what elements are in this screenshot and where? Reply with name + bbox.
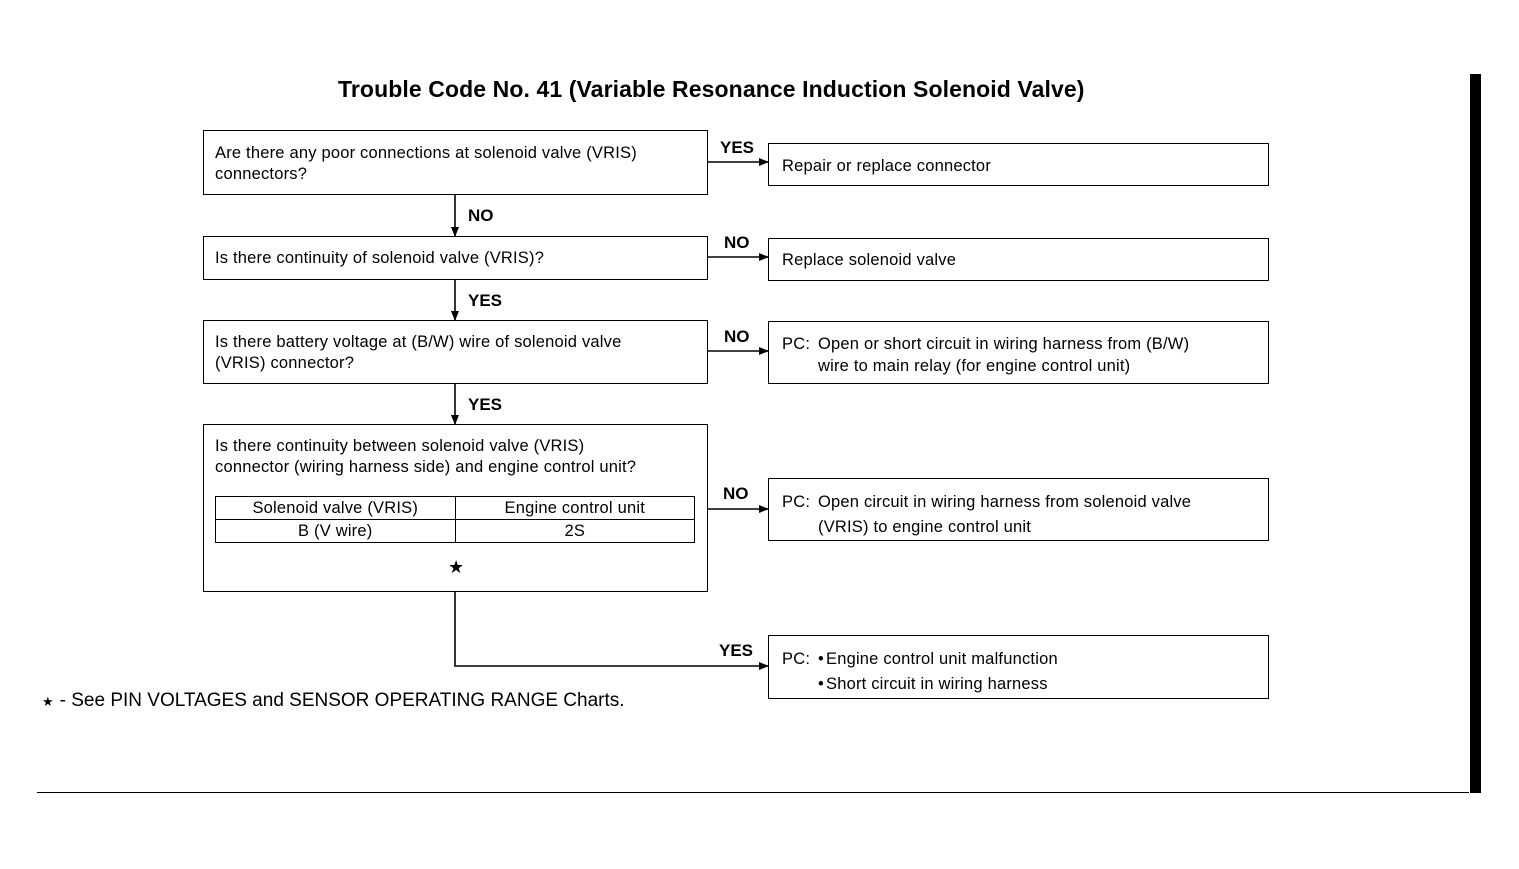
final-label: YES [719,641,754,660]
next-label-3: YES [468,395,503,414]
result-5-item-2: • Short circuit in wiring harness [818,672,1058,697]
result-3-line-1: Open or short circuit in wiring harness from (B/W) [818,335,1190,353]
page-title: Trouble Code No. 41 (Variable Resonance Induction Solenoid Valve) [338,76,1085,102]
question-1-line-2: connectors? [215,165,308,183]
question-3-line-2: (VRIS) connector? [215,354,355,372]
pin-table [215,496,695,543]
result-1-text: Repair or replace connector [782,157,992,175]
result-3-prefix: PC: [782,335,811,353]
result-4-prefix: PC: [782,493,811,511]
pin-table-cell-1: B (V wire) [216,520,456,543]
branch-label-4: NO [723,484,749,503]
star-note-mark: ★ [448,557,465,577]
result-3-text [782,333,1189,377]
question-3-line-1: Is there battery voltage at (B/W) wire of solenoid valve [215,333,622,351]
result-5-item-1: • Engine control unit malfunction [818,647,1058,672]
result-5-text [782,647,1058,697]
question-1-line-1: Are there any poor connections at solenoid valve (VRIS) [215,144,637,162]
footnote [42,690,625,712]
result-4-line-2: (VRIS) to engine control unit [818,518,1032,536]
bottom-rule [37,792,1469,793]
result-5-prefix: PC: [782,650,811,668]
result-2-text: Replace solenoid valve [782,251,957,269]
question-2-line-1: Is there continuity of solenoid valve (VRIS)? [215,249,545,267]
page-edge-bar [1470,74,1481,793]
next-label-1: NO [468,206,494,225]
pin-table-header-1: Solenoid valve (VRIS) [216,497,456,520]
next-label-2: YES [468,291,503,310]
result-4-line-1: Open circuit in wiring harness from solenoid valve [818,493,1192,511]
question-4-line-1: Is there continuity between solenoid valve (VRIS) [215,437,585,455]
question-4-line-2: connector (wiring harness side) and engine control unit? [215,458,637,476]
branch-label-1: YES [720,138,755,157]
footnote-star-icon: ★ [42,694,54,709]
footnote-text: - See PIN VOLTAGES and SENSOR OPERATING RANGE Charts. [59,690,625,711]
branch-label-3: NO [724,327,750,346]
branch-label-2: NO [724,233,750,252]
pin-table-cell-2: 2S [455,520,695,543]
pin-table-header-2: Engine control unit [455,497,695,520]
result-3-line-2: wire to main relay (for engine control unit) [818,357,1131,375]
result-4-text [782,490,1191,540]
